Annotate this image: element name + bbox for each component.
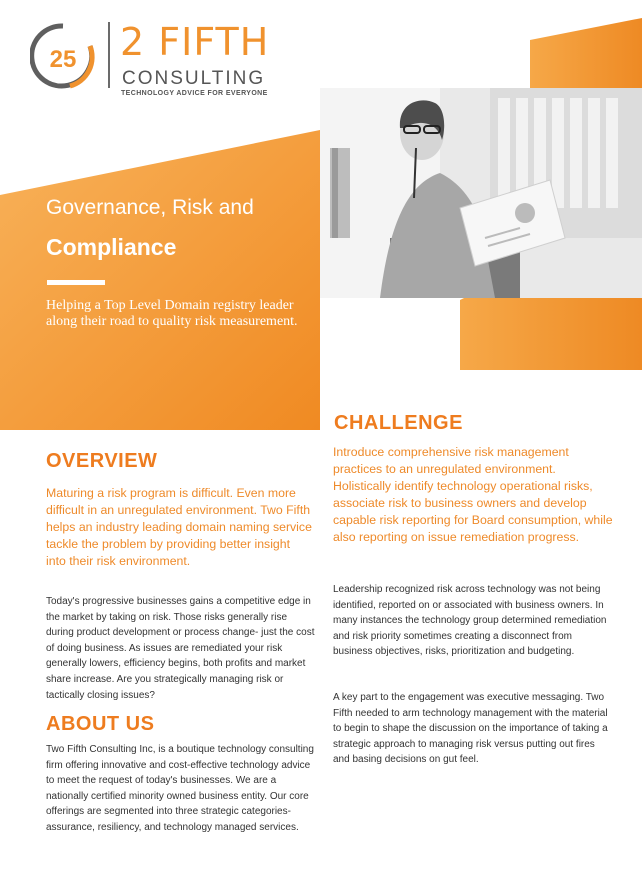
challenge-body-2: A key part to the engagement was executive messaging. Two Fifth needed to arm technology management with the material to begin to shape the discussion on the importance of taking a strategic approach to managing risk versus putting out fires and basing decisions on gut feel.	[333, 692, 608, 766]
hero-subtitle: Helping a Top Level Domain registry leader along their road to quality risk measurement.	[46, 298, 298, 329]
overview-heading: OVERVIEW	[46, 450, 158, 472]
about-heading: ABOUT US	[46, 713, 155, 735]
challenge-lead: Introduce comprehensive risk management practices to an unregulated environment. Holistically identify technology operational risks, associate risk to business owners and develop capable risk reporting for Board consumption, while also reporting on issue remediation progress.	[333, 445, 613, 544]
challenge-body-1: Leadership recognized risk across technology was not being identified, reported on or associated with business owners. In many instances the technology group determined remediation and risk priority sometimes creating a disconnect from business objectives, risks, prioritization and budgeting.	[333, 584, 607, 658]
brand-logo-mark	[30, 22, 96, 92]
brand-logo-monogram: 25	[49, 46, 77, 73]
logo-divider	[108, 22, 110, 88]
overview-lead: Maturing a risk program is difficult. Even more difficult in an unregulated environment. Two Fifth helps an industry leading domain naming service tackle the problem by providing better insight into their risk environment.	[46, 486, 312, 568]
challenge-heading: CHALLENGE	[334, 412, 463, 434]
brand-subname: CONSULTING	[122, 68, 266, 89]
about-body: Two Fifth Consulting Inc, is a boutique technology consulting firm offering innovative and cost-effective technology advice to meet the request of today's businesses. We are a nationally certified minority owned business entity. Our core offerings are segmented into three strategic categories- assurance, resiliency, and technology managed services.	[46, 744, 314, 833]
hero-title-line2: Compliance	[46, 234, 177, 260]
hero-photo	[320, 88, 642, 298]
hero-title-line1: Governance, Risk and	[46, 196, 254, 219]
brand-name: 2 FIFTH	[120, 20, 270, 64]
hero-rule	[47, 280, 105, 285]
overview-body: Today's progressive businesses gains a competitive edge in the market by taking on risk. Those risks generally rise during product development or process change- just the cost of doing business. As issues are remediated your risk generally lowers, efficiency begins, both profits and market share increase. Are you strategically managing risk or tactically closing issues?	[46, 596, 315, 701]
brand-tagline: TECHNOLOGY ADVICE FOR EVERYONE	[121, 90, 268, 97]
